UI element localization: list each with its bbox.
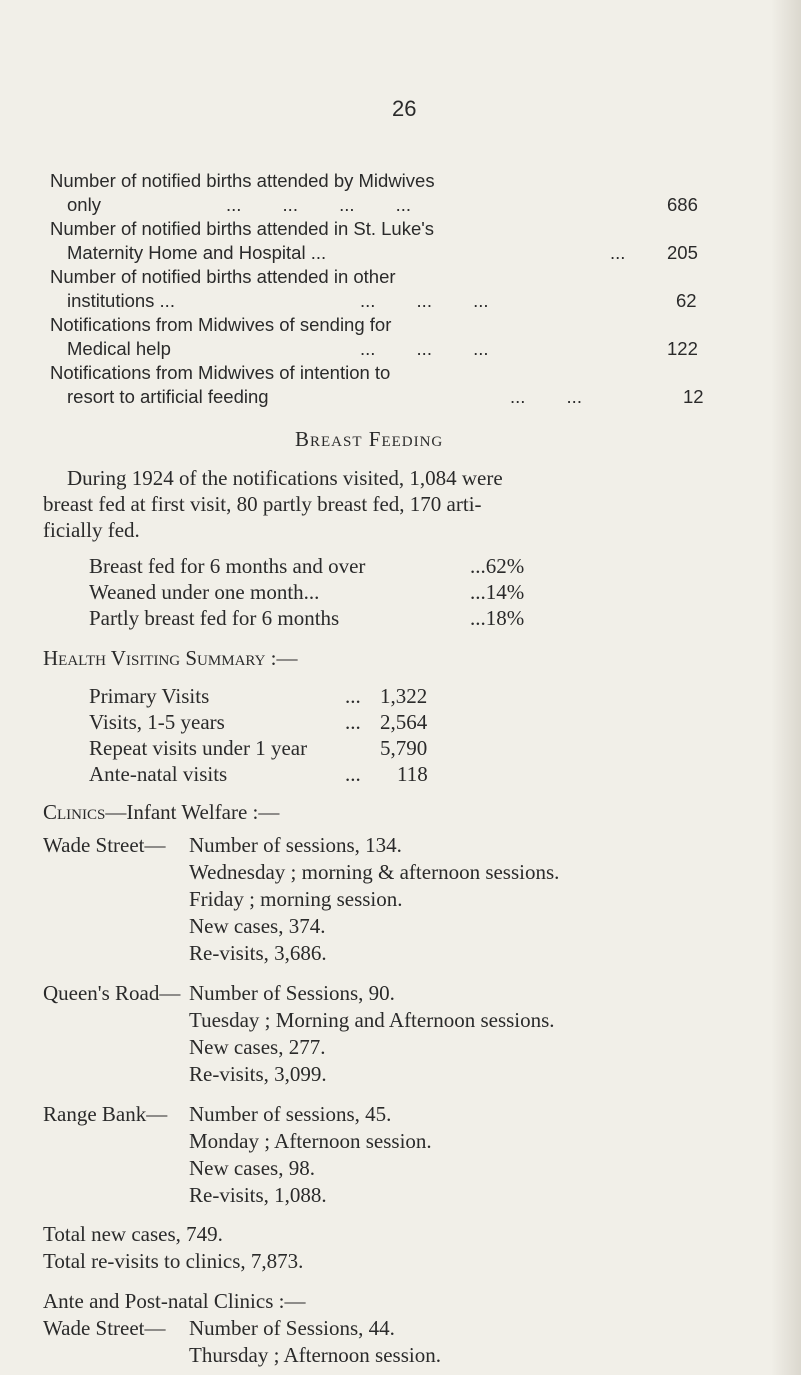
notification-5-line2: resort to artificial feeding: [67, 386, 269, 407]
ante-post-natal-heading: Ante and Post-natal Clinics :—: [43, 1289, 306, 1313]
queens-road-line-3: New cases, 277.: [189, 1035, 326, 1059]
wade-street-line-3: Friday ; morning session.: [189, 887, 403, 911]
notification-1-leader: ... ... ... ...: [226, 194, 412, 215]
wade-street-line-4: New cases, 374.: [189, 914, 326, 938]
notification-4-leader: ... ... ...: [360, 338, 489, 359]
repeat-visits-label: Repeat visits under 1 year: [89, 736, 308, 760]
notification-4-line1: Notifications from Midwives of sending for: [50, 314, 392, 335]
queens-road-line-1: Number of Sessions, 90.: [189, 981, 395, 1005]
notification-4-line2: Medical help: [67, 338, 171, 359]
visits-1-5-years-leader: ...: [345, 710, 361, 734]
ante-natal-visits-value: 118: [397, 762, 428, 786]
health-visiting-heading: Health Visiting Summary :—: [43, 646, 298, 670]
clinics-heading-word: Clinics: [43, 800, 106, 824]
primary-visits-leader: ...: [345, 684, 361, 708]
wade-street-line-1: Number of sessions, 134.: [189, 833, 402, 857]
repeat-visits-value: 5,790: [380, 736, 428, 760]
wade-street-label: Wade Street—: [43, 833, 166, 857]
notification-3-leader: ... ... ...: [360, 290, 489, 311]
total-new-cases: Total new cases, 749.: [43, 1222, 223, 1246]
notification-5-leader: ... ...: [510, 386, 582, 407]
primary-visits-value: 1,322: [380, 684, 428, 708]
page-edge-shadow: [771, 0, 801, 1375]
breast-feeding-para-line1: During 1924 of the notifications visited, 1,084 were: [67, 466, 503, 490]
range-bank-line-3: New cases, 98.: [189, 1156, 315, 1180]
breast-fed-6-months-label: Breast fed for 6 months and over: [89, 554, 366, 578]
queens-road-line-4: Re-visits, 3,099.: [189, 1062, 327, 1086]
notification-2-line2: Maternity Home and Hospital ...: [67, 242, 327, 263]
range-bank-line-1: Number of sessions, 45.: [189, 1102, 392, 1126]
partly-breast-fed-value: ...18%: [470, 606, 525, 630]
clinics-heading: [43, 800, 279, 825]
notification-1-line1: Number of notified births attended by Midwives: [50, 170, 435, 191]
notification-2-value: 205: [667, 242, 698, 263]
notification-3-line2: institutions ...: [67, 290, 175, 311]
breast-feeding-heading: Breast Feeding: [295, 427, 444, 451]
ante-post-line-2: Thursday ; Afternoon session.: [189, 1343, 441, 1367]
wade-street-line-2: Wednesday ; morning & afternoon sessions.: [189, 860, 560, 884]
ante-natal-visits-leader: ...: [345, 762, 361, 786]
ante-natal-visits-label: Ante-natal visits: [89, 762, 228, 786]
total-revisits: Total re-visits to clinics, 7,873.: [43, 1249, 304, 1273]
page-number: 26: [392, 96, 417, 121]
primary-visits-label: Primary Visits: [89, 684, 210, 708]
weaned-under-month-value: ...14%: [470, 580, 525, 604]
breast-fed-6-months-value: ...62%: [470, 554, 525, 578]
range-bank-line-2: Monday ; Afternoon session.: [189, 1129, 432, 1153]
ante-post-line-1: Number of Sessions, 44.: [189, 1316, 395, 1340]
notification-1-line2: only: [67, 194, 101, 215]
range-bank-label: Range Bank—: [43, 1102, 168, 1126]
notification-5-value: 12: [683, 386, 704, 407]
queens-road-label: Queen's Road—: [43, 981, 181, 1005]
breast-feeding-para-line3: ficially fed.: [43, 518, 140, 542]
range-bank-line-4: Re-visits, 1,088.: [189, 1183, 327, 1207]
notification-3-value: 62: [676, 290, 697, 311]
breast-feeding-para-line2: breast fed at first visit, 80 partly breast fed, 170 arti-: [43, 492, 482, 516]
weaned-under-month-label: Weaned under one month...: [89, 580, 320, 604]
partly-breast-fed-label: Partly breast fed for 6 months: [89, 606, 340, 630]
notification-2-leader: ...: [610, 242, 626, 263]
clinics-heading-rest: —Infant Welfare :—: [105, 800, 280, 824]
visits-1-5-years-label: Visits, 1-5 years: [89, 710, 225, 734]
notification-4-value: 122: [667, 338, 698, 359]
notification-2-line1: Number of notified births attended in St. Luke's: [50, 218, 435, 239]
notification-1-value: 686: [667, 194, 698, 215]
visits-1-5-years-value: 2,564: [380, 710, 428, 734]
ante-post-wade-street-label: Wade Street—: [43, 1316, 166, 1340]
wade-street-line-5: Re-visits, 3,686.: [189, 941, 327, 965]
queens-road-line-2: Tuesday ; Morning and Afternoon sessions.: [189, 1008, 555, 1032]
notification-5-line1: Notifications from Midwives of intention to: [50, 362, 391, 383]
notification-3-line1: Number of notified births attended in other: [50, 266, 396, 287]
